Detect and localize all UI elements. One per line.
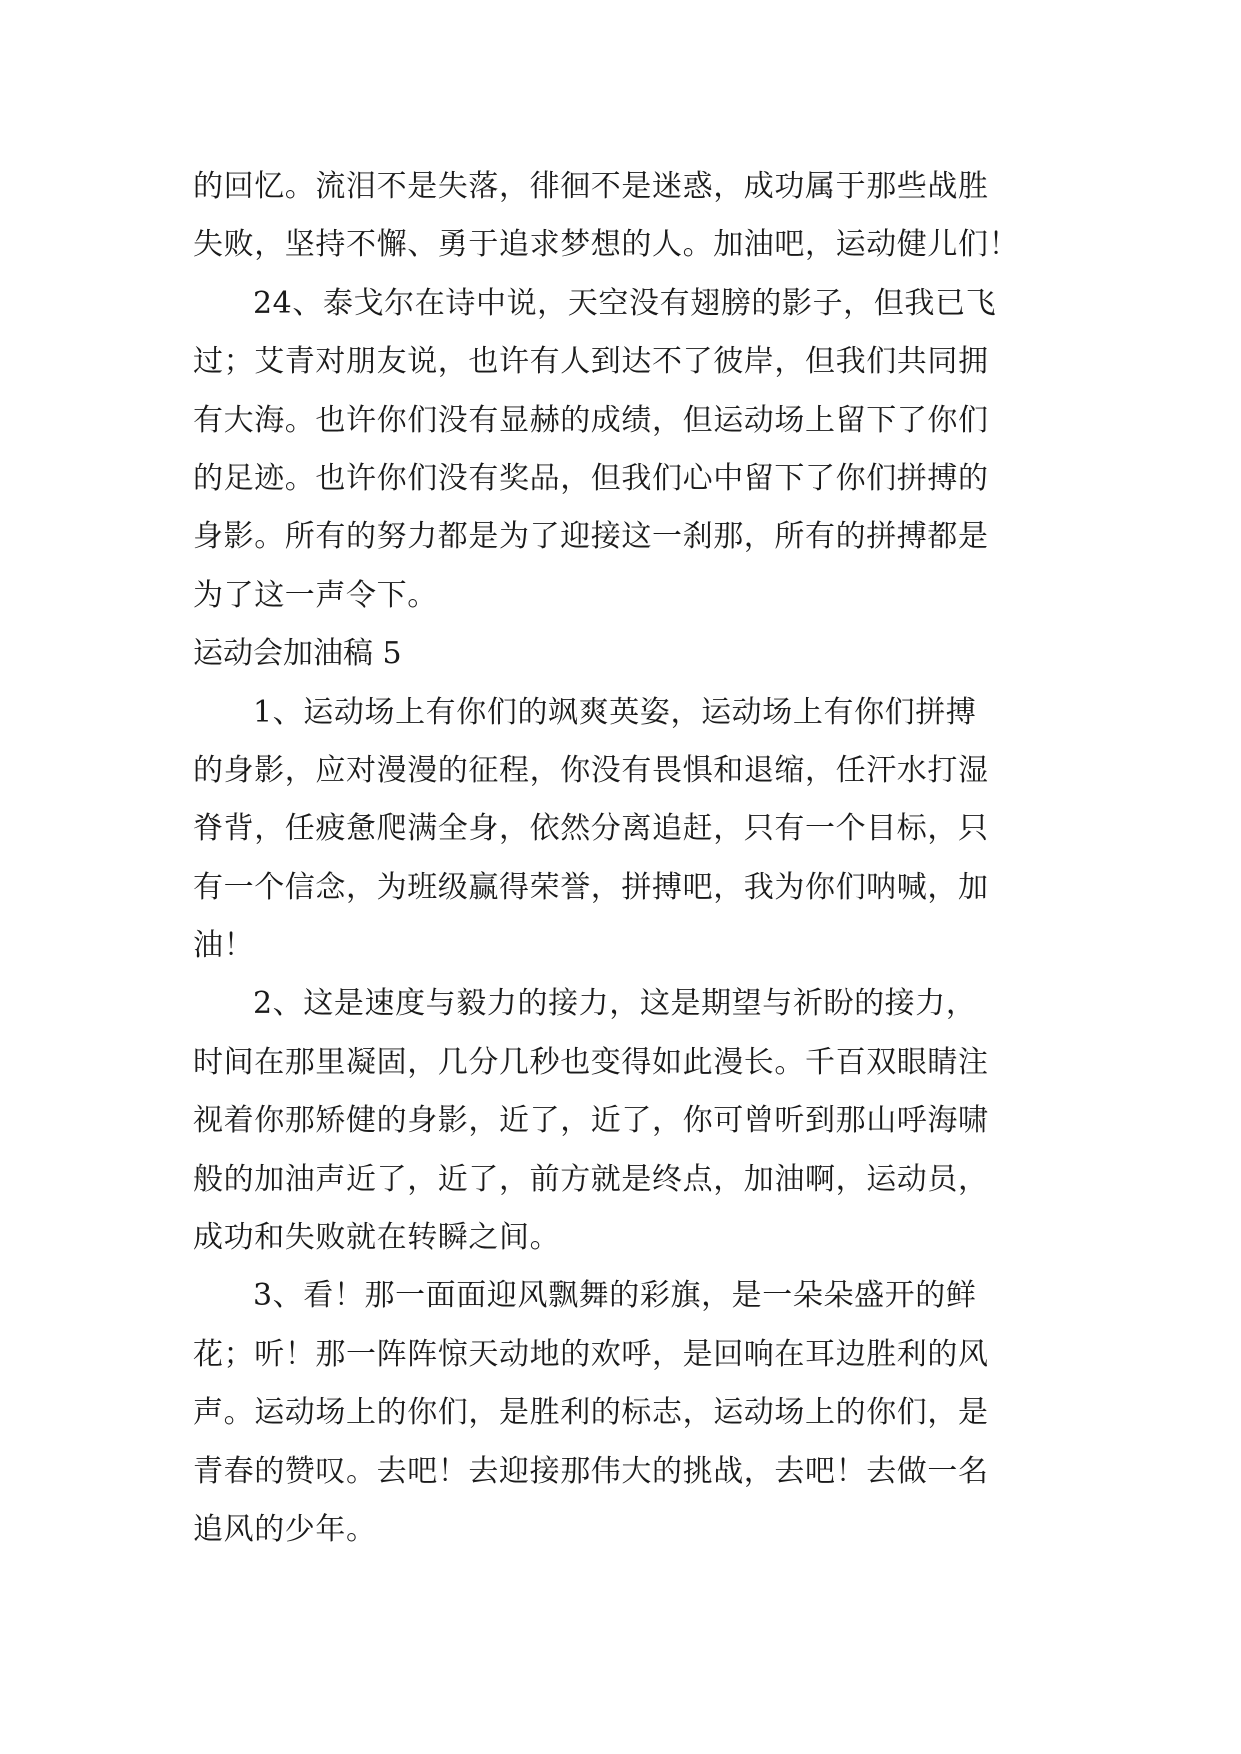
text-line: 3、看！那一面面迎风飘舞的彩旗，是一朵朵盛开的鲜 bbox=[253, 1278, 977, 1314]
text-line: 1、运动场上有你们的飒爽英姿，运动场上有你们拼搏 bbox=[253, 694, 977, 730]
text-line: 时间在那里凝固，几分几秒也变得如此漫长。千百双眼睛注 bbox=[193, 1044, 989, 1080]
text-line: 追风的少年。 bbox=[193, 1511, 377, 1547]
paragraph-1 bbox=[193, 684, 1053, 976]
paragraph-2 bbox=[193, 975, 1053, 1267]
text-line: 有大海。也许你们没有显赫的成绩，但运动场上留下了你们 bbox=[193, 402, 989, 438]
paragraph-3 bbox=[193, 1267, 1053, 1559]
text-line: 花；听！那一阵阵惊天动地的欢呼，是回响在耳边胜利的风 bbox=[193, 1336, 989, 1372]
paragraph-24 bbox=[193, 275, 1053, 625]
paragraph-continuation bbox=[193, 158, 1053, 275]
text-line: 2、这是速度与毅力的接力，这是期望与祈盼的接力， bbox=[253, 986, 977, 1022]
text-line: 的回忆。流泪不是失落，徘徊不是迷惑，成功属于那些战胜 bbox=[193, 169, 989, 204]
text-line: 为了这一声令下。 bbox=[193, 577, 438, 613]
text-line: 身影。所有的努力都是为了迎接这一刹那，所有的拼搏都是 bbox=[193, 519, 989, 555]
text-line: 脊背，任疲惫爬满全身，依然分离追赶，只有一个目标，只 bbox=[193, 811, 989, 847]
section-heading: 运动会加油稿 5 bbox=[193, 636, 402, 672]
text-line: 视着你那矫健的身影，近了，近了，你可曾听到那山呼海啸 bbox=[193, 1103, 989, 1139]
text-line: 失败，坚持不懈、勇于追求梦想的人。加油吧，运动健儿们！ bbox=[193, 227, 1020, 263]
text-line: 过；艾青对朋友说，也许有人到达不了彼岸，但我们共同拥 bbox=[193, 344, 989, 380]
text-line: 油！ bbox=[193, 928, 255, 964]
text-line: 成功和失败就在转瞬之间。 bbox=[193, 1220, 561, 1256]
text-line: 有一个信念，为班级赢得荣誉，拼搏吧，我为你们呐喊，加 bbox=[193, 869, 989, 905]
document-body bbox=[193, 158, 1053, 1559]
text-line: 24、泰戈尔在诗中说，天空没有翅膀的影子，但我已飞 bbox=[253, 285, 997, 321]
text-line: 声。运动场上的你们，是胜利的标志，运动场上的你们，是 bbox=[193, 1395, 989, 1431]
text-line: 的身影，应对漫漫的征程，你没有畏惧和退缩，任汗水打湿 bbox=[193, 752, 989, 788]
text-line: 般的加油声近了，近了，前方就是终点，加油啊，运动员， bbox=[193, 1161, 989, 1197]
text-line: 的足迹。也许你们没有奖品，但我们心中留下了你们拼搏的 bbox=[193, 460, 989, 496]
text-line: 青春的赞叹。去吧！去迎接那伟大的挑战，去吧！去做一名 bbox=[193, 1453, 989, 1489]
